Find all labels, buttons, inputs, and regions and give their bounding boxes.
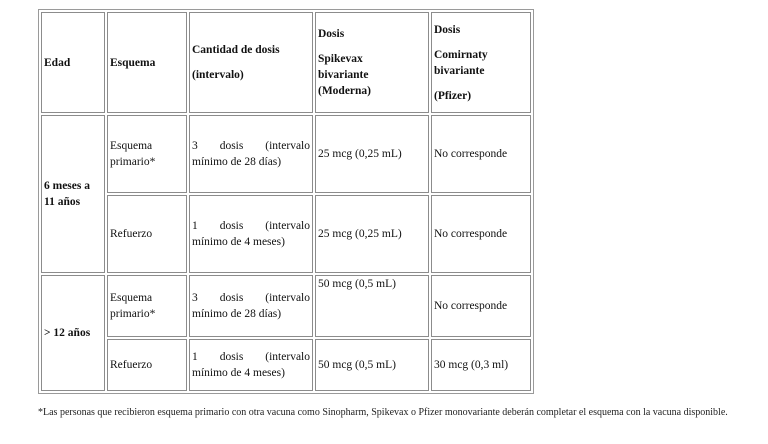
header-comirnaty [431, 12, 531, 113]
comirnaty-dose-cell: No corresponde [431, 115, 531, 193]
header-cantidad [189, 12, 313, 113]
header-comirnaty-line3: bivariante [434, 64, 485, 77]
age-cell: > 12 años [41, 275, 105, 391]
header-spikevax-line2: Spikevax [318, 53, 363, 65]
table-row [41, 195, 531, 273]
spikevax-dose-cell: 25 mcg (0,25 mL) [315, 195, 429, 273]
spikevax-dose-cell: 50 mcg (0,5 mL) [315, 339, 429, 391]
header-spikevax-line1: Dosis [318, 28, 345, 40]
header-comirnaty-line4: (Pfizer) [434, 89, 472, 102]
table-row [41, 339, 531, 391]
vaccine-dose-table [38, 9, 534, 394]
header-row [41, 12, 531, 113]
header-cantidad-line1: Cantidad de dosis [192, 44, 280, 56]
spikevax-dose-cell: 50 mcg (0,5 mL) [315, 275, 429, 337]
comirnaty-dose-cell: No corresponde [431, 195, 531, 273]
cantidad-cell: 1 dosis (intervalo mínimo de 4 meses) [189, 195, 313, 273]
footnote: *Las personas que recibieron esquema primario con otra vacuna como Sinopharm, Spikevax o Pfizer monovariante deberán completar el esquema con la vacuna disponible. [38, 407, 728, 418]
table-row [41, 275, 531, 337]
esquema-cell: Esquema primario* [107, 275, 187, 337]
header-cantidad-line2: (intervalo) [192, 69, 244, 81]
cantidad-cell: 1 dosis (intervalo mínimo de 4 meses) [189, 339, 313, 391]
comirnaty-dose-cell: 30 mcg (0,3 ml) [431, 339, 531, 391]
header-comirnaty-line1: Dosis [434, 23, 461, 36]
cantidad-cell: 3 dosis (intervalo mínimo de 28 días) [189, 115, 313, 193]
comirnaty-dose-cell: No corresponde [431, 275, 531, 337]
header-spikevax-line4: (Moderna) [318, 85, 372, 97]
esquema-cell: Refuerzo [107, 339, 187, 391]
header-spikevax [315, 12, 429, 113]
age-cell: 6 meses a 11 años [41, 115, 105, 273]
table-row [41, 115, 531, 193]
cantidad-cell: 3 dosis (intervalo mínimo de 28 días) [189, 275, 313, 337]
header-esquema: Esquema [107, 12, 187, 113]
spikevax-dose-cell: 25 mcg (0,25 mL) [315, 115, 429, 193]
esquema-cell: Esquema primario* [107, 115, 187, 193]
esquema-cell: Refuerzo [107, 195, 187, 273]
header-spikevax-line3: bivariante [318, 69, 369, 81]
header-comirnaty-line2: Comirnaty [434, 48, 488, 61]
header-edad: Edad [41, 12, 105, 113]
